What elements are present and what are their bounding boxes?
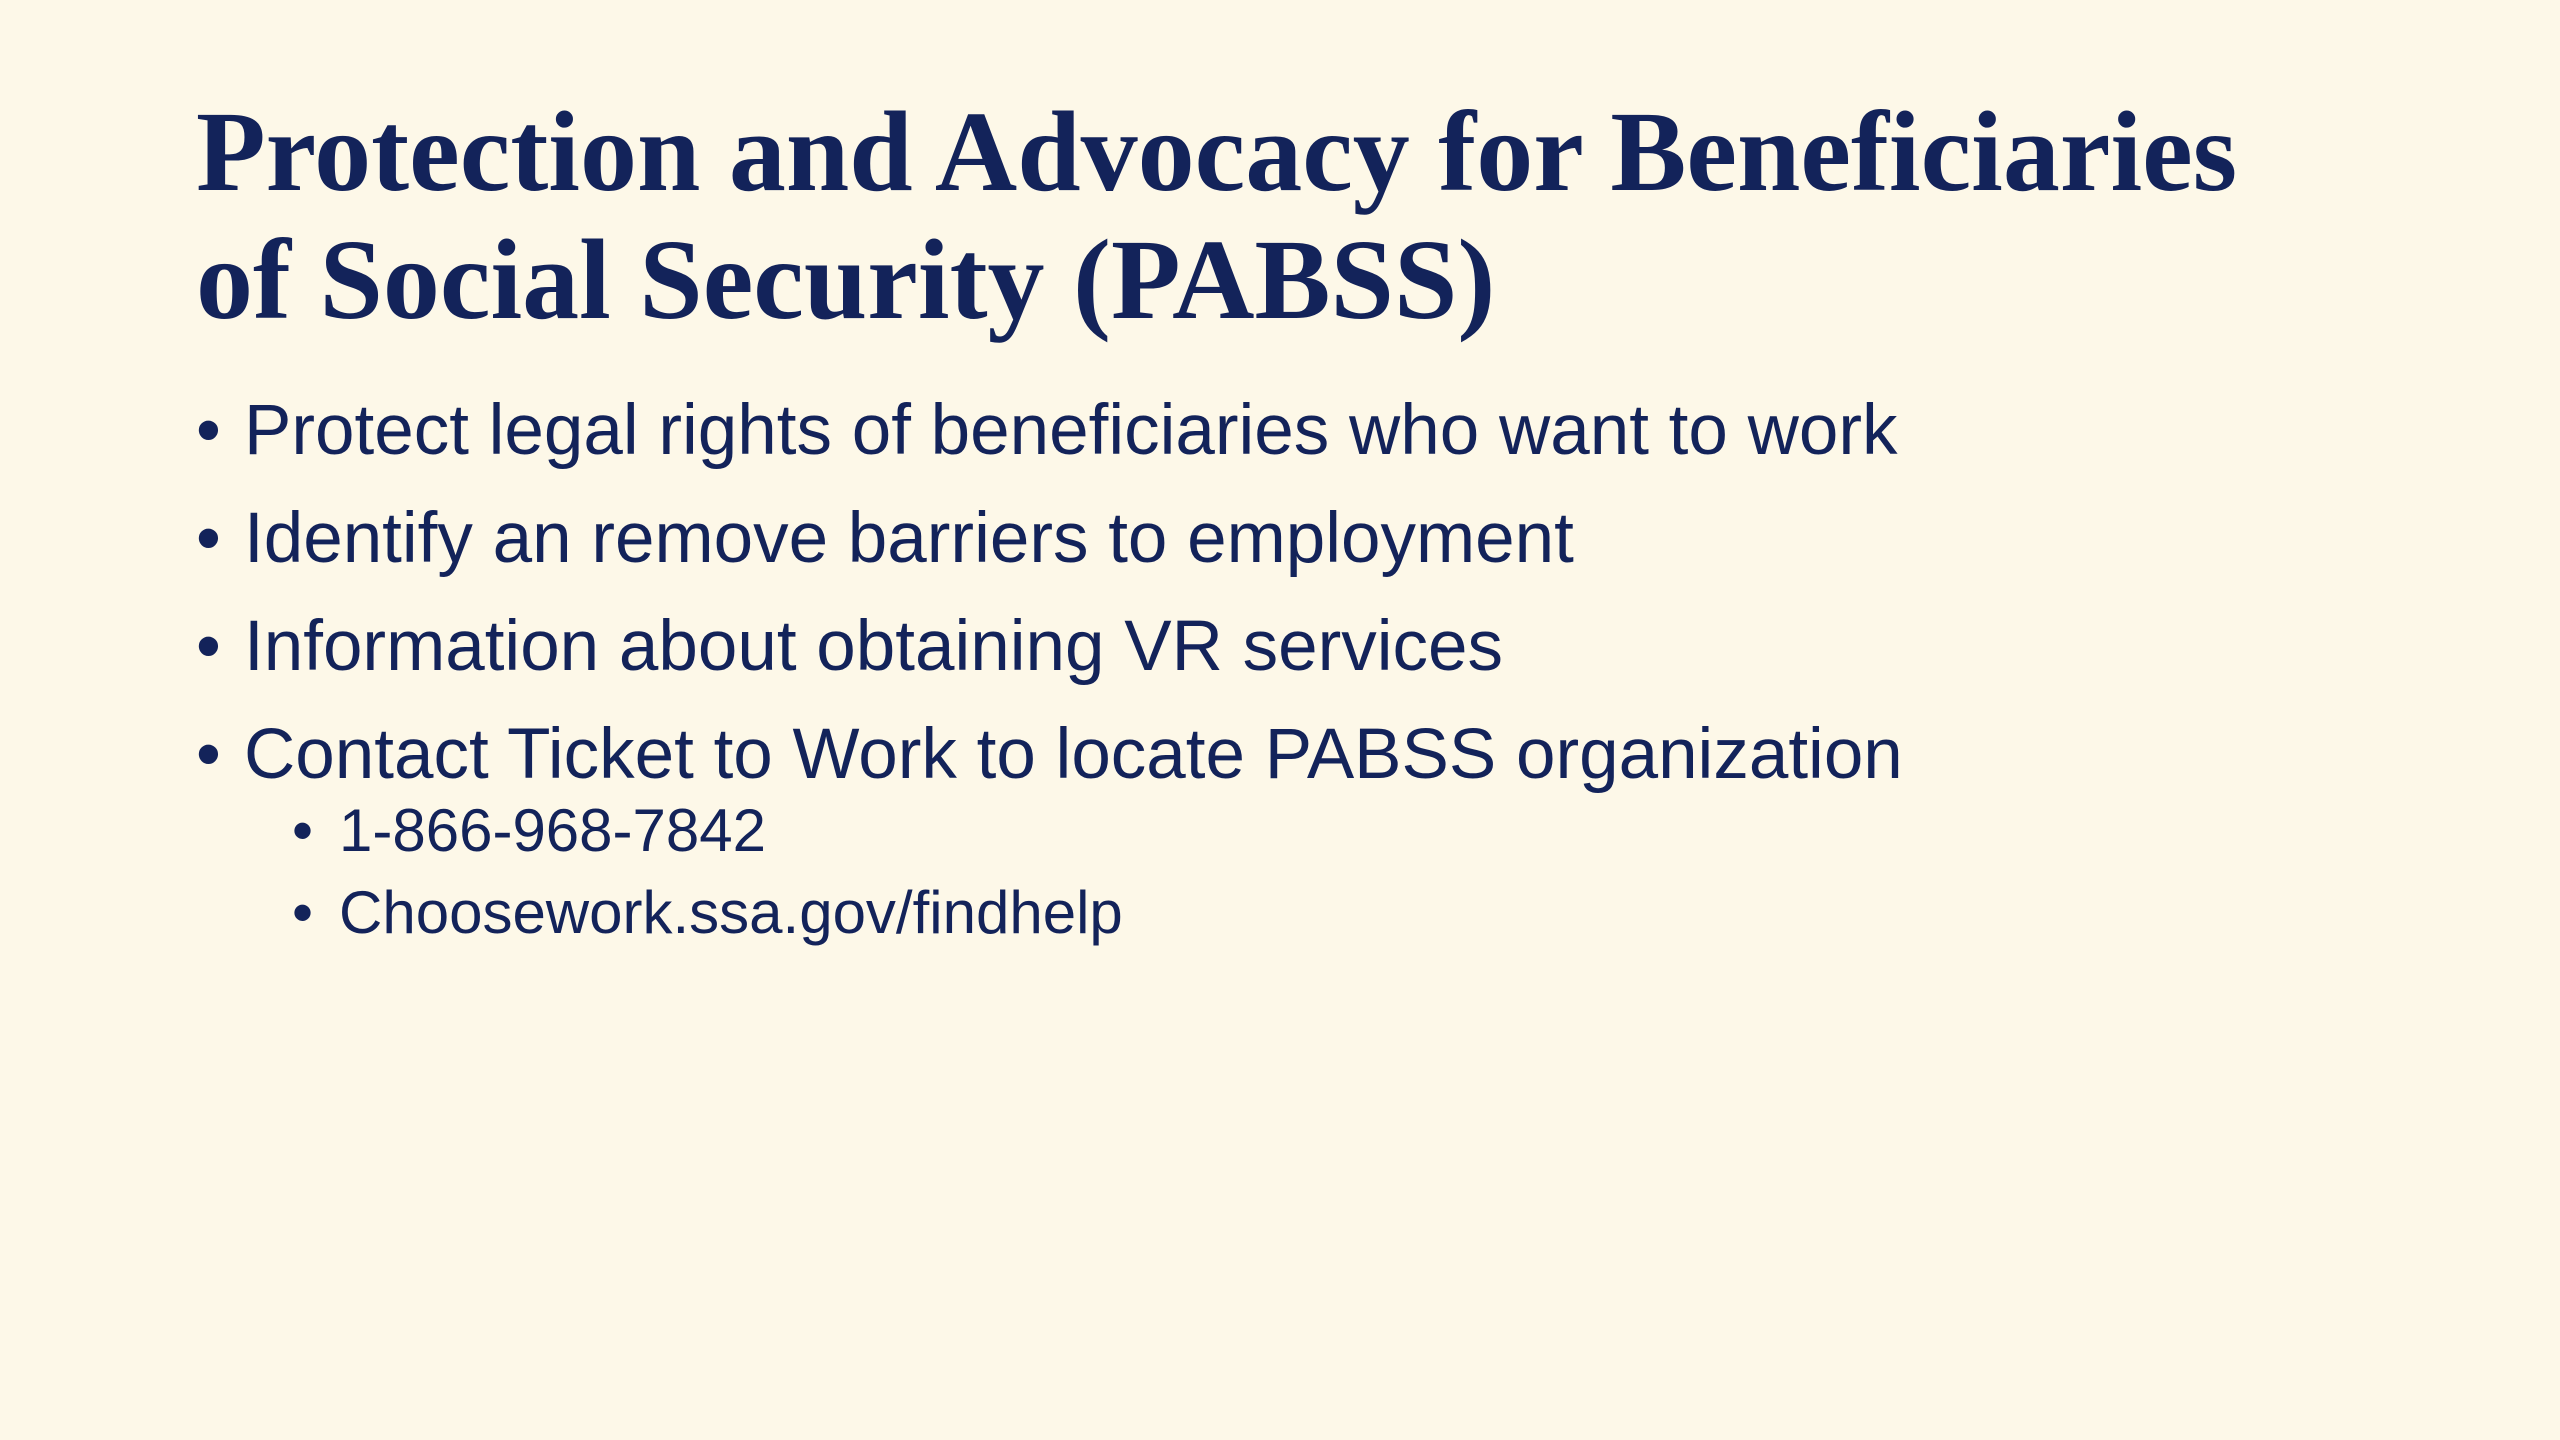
website-url: Choosework.ssa.gov/findhelp — [339, 879, 1123, 946]
sub-bullet-item-website — [196, 872, 2446, 954]
bullet-item — [196, 709, 2446, 801]
bullet-dot-icon: • — [196, 391, 221, 470]
slide-title — [196, 88, 2446, 344]
sub-bullet-dot-icon: • — [292, 879, 314, 946]
sub-bullet-dot-icon: • — [292, 797, 314, 864]
bullet-text: Information about obtaining VR services — [244, 607, 1503, 686]
bullet-item — [196, 385, 2446, 477]
bullet-list — [196, 385, 2446, 817]
bullet-dot-icon: • — [196, 499, 221, 578]
bullet-text: Identify an remove barriers to employment — [244, 499, 1574, 578]
phone-number: 1-866-968-7842 — [339, 797, 767, 864]
bullet-item — [196, 493, 2446, 585]
bullet-text: Protect legal rights of beneficiaries who want to work — [244, 391, 1898, 470]
slide-title-line-2: of Social Security (PABSS) — [196, 216, 1496, 343]
bullet-dot-icon: • — [196, 715, 221, 794]
sub-bullet-item-phone — [196, 790, 2446, 872]
bullet-text: Contact Ticket to Work to locate PABSS organization — [244, 715, 1903, 794]
bullet-item — [196, 601, 2446, 693]
sub-bullet-list — [196, 790, 2446, 954]
slide-title-line-1: Protection and Advocacy for Beneficiaries — [196, 88, 2238, 215]
bullet-dot-icon: • — [196, 607, 221, 686]
